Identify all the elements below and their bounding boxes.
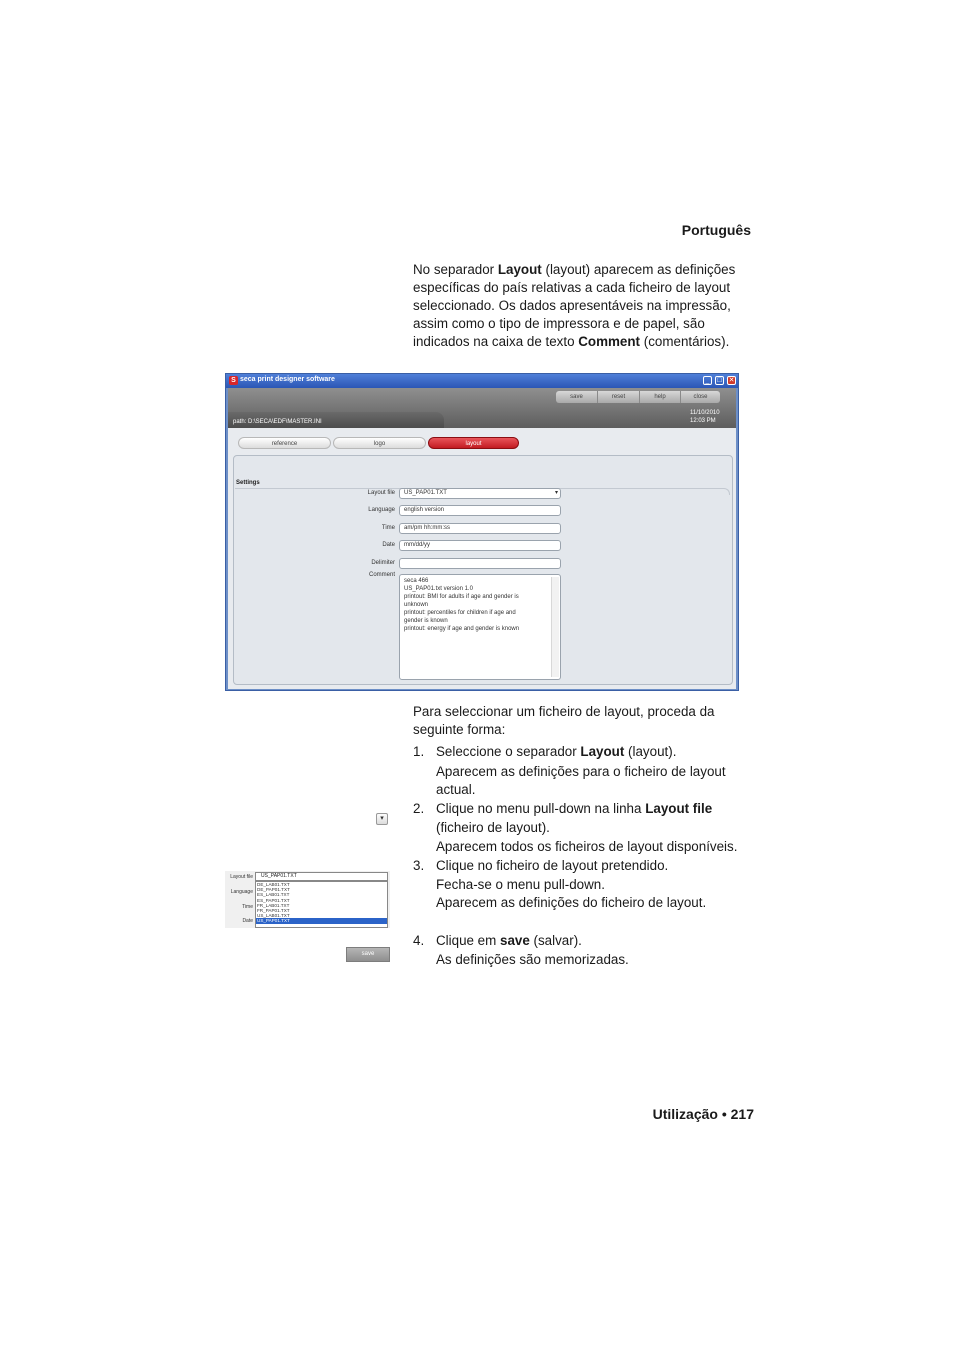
intro-bold-layout: Layout	[497, 262, 542, 277]
list-label: Time	[242, 904, 253, 910]
comment-scrollbar[interactable]	[551, 577, 559, 677]
language-label: Language	[368, 507, 395, 513]
step-2	[413, 800, 758, 857]
delimiter-field[interactable]	[399, 558, 561, 569]
step-result: Aparecem as definições para o ficheiro de layout actual.	[436, 763, 726, 797]
intro-text-2: (layout) aparecem as definições específicas do país relativas a cada ficheiro de layout seleccionado. Os dados apresentáveis na impressão, assim como o tipo de impressora e de papel, são indicados na caixa de texto	[413, 262, 736, 349]
toolbar-save-button[interactable]: save	[556, 391, 598, 403]
tab-logo[interactable]: logo	[333, 437, 426, 449]
app-header	[228, 388, 736, 428]
toolbar	[556, 391, 720, 403]
step-1	[413, 743, 758, 800]
comment-line: printout: BMI for adults if age and gender is	[404, 594, 519, 600]
window-title: seca print designer software	[240, 376, 335, 383]
comment-line: US_PAP01.txt version 1.0	[404, 586, 473, 592]
comment-textarea[interactable]	[399, 574, 561, 680]
step-number: 1.	[413, 744, 425, 759]
list-label: Layout file	[230, 874, 253, 880]
comment-label: Comment	[368, 572, 395, 578]
step-4	[413, 932, 758, 969]
list-options	[255, 881, 388, 928]
list-option[interactable]: FR_LAB01.TXT	[257, 902, 290, 908]
layout-file-value: US_PAP01.TXT	[404, 490, 447, 496]
save-button-illustration[interactable]: save	[346, 947, 390, 962]
layout-file-label: Layout file	[367, 490, 395, 496]
step-number: 2.	[413, 801, 425, 816]
list-option[interactable]: DE_PAP01.TXT	[257, 887, 290, 893]
step-instruction: Clique no menu pull-down na linha Layout file (ficheiro de layout).	[436, 801, 713, 835]
minimize-icon[interactable]: _	[703, 376, 712, 385]
intro-text-1: No separador	[413, 262, 498, 277]
chevron-down-icon[interactable]: ▾	[554, 490, 558, 496]
date-readout: 11/10/2010	[690, 410, 720, 416]
close-window-icon[interactable]: ✕	[728, 377, 735, 384]
page-footer: Utilização • 217	[652, 1106, 754, 1122]
date-field[interactable]: mm/dd/yy	[399, 540, 561, 551]
delimiter-label: Delimiter	[371, 560, 395, 566]
comment-line: gender is known	[404, 618, 448, 624]
toolbar-close-button[interactable]: close	[693, 394, 708, 400]
date-label: Date	[382, 542, 395, 548]
language-heading: Português	[681, 222, 751, 238]
step-result-2: Aparecem as definições do ficheiro de layout.	[436, 895, 707, 910]
toolbar-help-button[interactable]: help	[640, 391, 681, 403]
dropdown-arrow-illustration[interactable]: ▾	[376, 813, 388, 825]
step-3	[413, 857, 758, 913]
comment-line: seca 466	[404, 578, 429, 584]
step-instruction: Clique em save (salvar).	[436, 933, 582, 948]
intro-bold-comment: Comment	[578, 334, 641, 349]
toolbar-reset-button[interactable]: reset	[598, 391, 640, 403]
time-label: Time	[381, 525, 395, 531]
intro-paragraph	[413, 261, 758, 351]
list-option[interactable]: ES_PAP01.TXT	[257, 897, 290, 903]
datetime-readout	[690, 409, 720, 425]
app-logo-icon: S	[229, 376, 238, 385]
comment-line: printout: energy if age and gender is known	[404, 626, 520, 632]
list-option[interactable]: DE_LAB01.TXT	[257, 882, 290, 887]
app-client-area	[228, 388, 736, 689]
step-instruction: Clique no ficheiro de layout pretendido.	[436, 858, 669, 873]
settings-title: Settings	[236, 480, 260, 486]
comment-line: unknown	[404, 602, 429, 608]
procedure-intro: Para seleccionar um ficheiro de layout, proceda da seguinte forma:	[413, 704, 715, 737]
intro-text-3: (comentários).	[640, 334, 730, 349]
path-label: path: D:\SECA\EDF\MASTER.INI	[233, 419, 322, 425]
time-readout: 12:03 PM	[690, 418, 716, 424]
list-option-highlighted[interactable]: US_PAP01.TXT	[256, 918, 387, 923]
list-option[interactable]: ES_LAB01.TXT	[257, 892, 290, 898]
step-number: 4.	[413, 933, 425, 948]
maximize-icon[interactable]: □	[715, 376, 724, 385]
tab-layout[interactable]: layout	[428, 437, 519, 449]
step-instruction: Seleccione o separador Layout (layout).	[436, 744, 677, 759]
step-result: Aparecem todos os ficheiros de layout disponíveis.	[436, 839, 738, 854]
list-selected-value[interactable]: US_PAP01.TXT	[255, 872, 388, 881]
list-label: Date	[242, 918, 253, 924]
list-option[interactable]: FR_PAP01.TXT	[257, 908, 290, 914]
step-number: 3.	[413, 858, 425, 873]
tab-reference[interactable]: reference	[238, 437, 331, 449]
step-result: As definições são memorizadas.	[436, 951, 629, 967]
language-field[interactable]: english version	[399, 505, 561, 516]
step-result: Fecha-se o menu pull-down.	[436, 876, 605, 892]
app-window-screenshot	[225, 373, 739, 691]
time-field[interactable]: am/pm hh:mm:ss	[399, 523, 561, 534]
dropdown-list-illustration	[225, 871, 390, 928]
title-bar	[226, 374, 738, 388]
comment-line: printout: percentiles for children if age and	[404, 610, 516, 616]
layout-file-select[interactable]	[399, 488, 561, 499]
list-label: Language	[230, 889, 253, 895]
list-option[interactable]: US_LAB01.TXT	[257, 913, 290, 919]
